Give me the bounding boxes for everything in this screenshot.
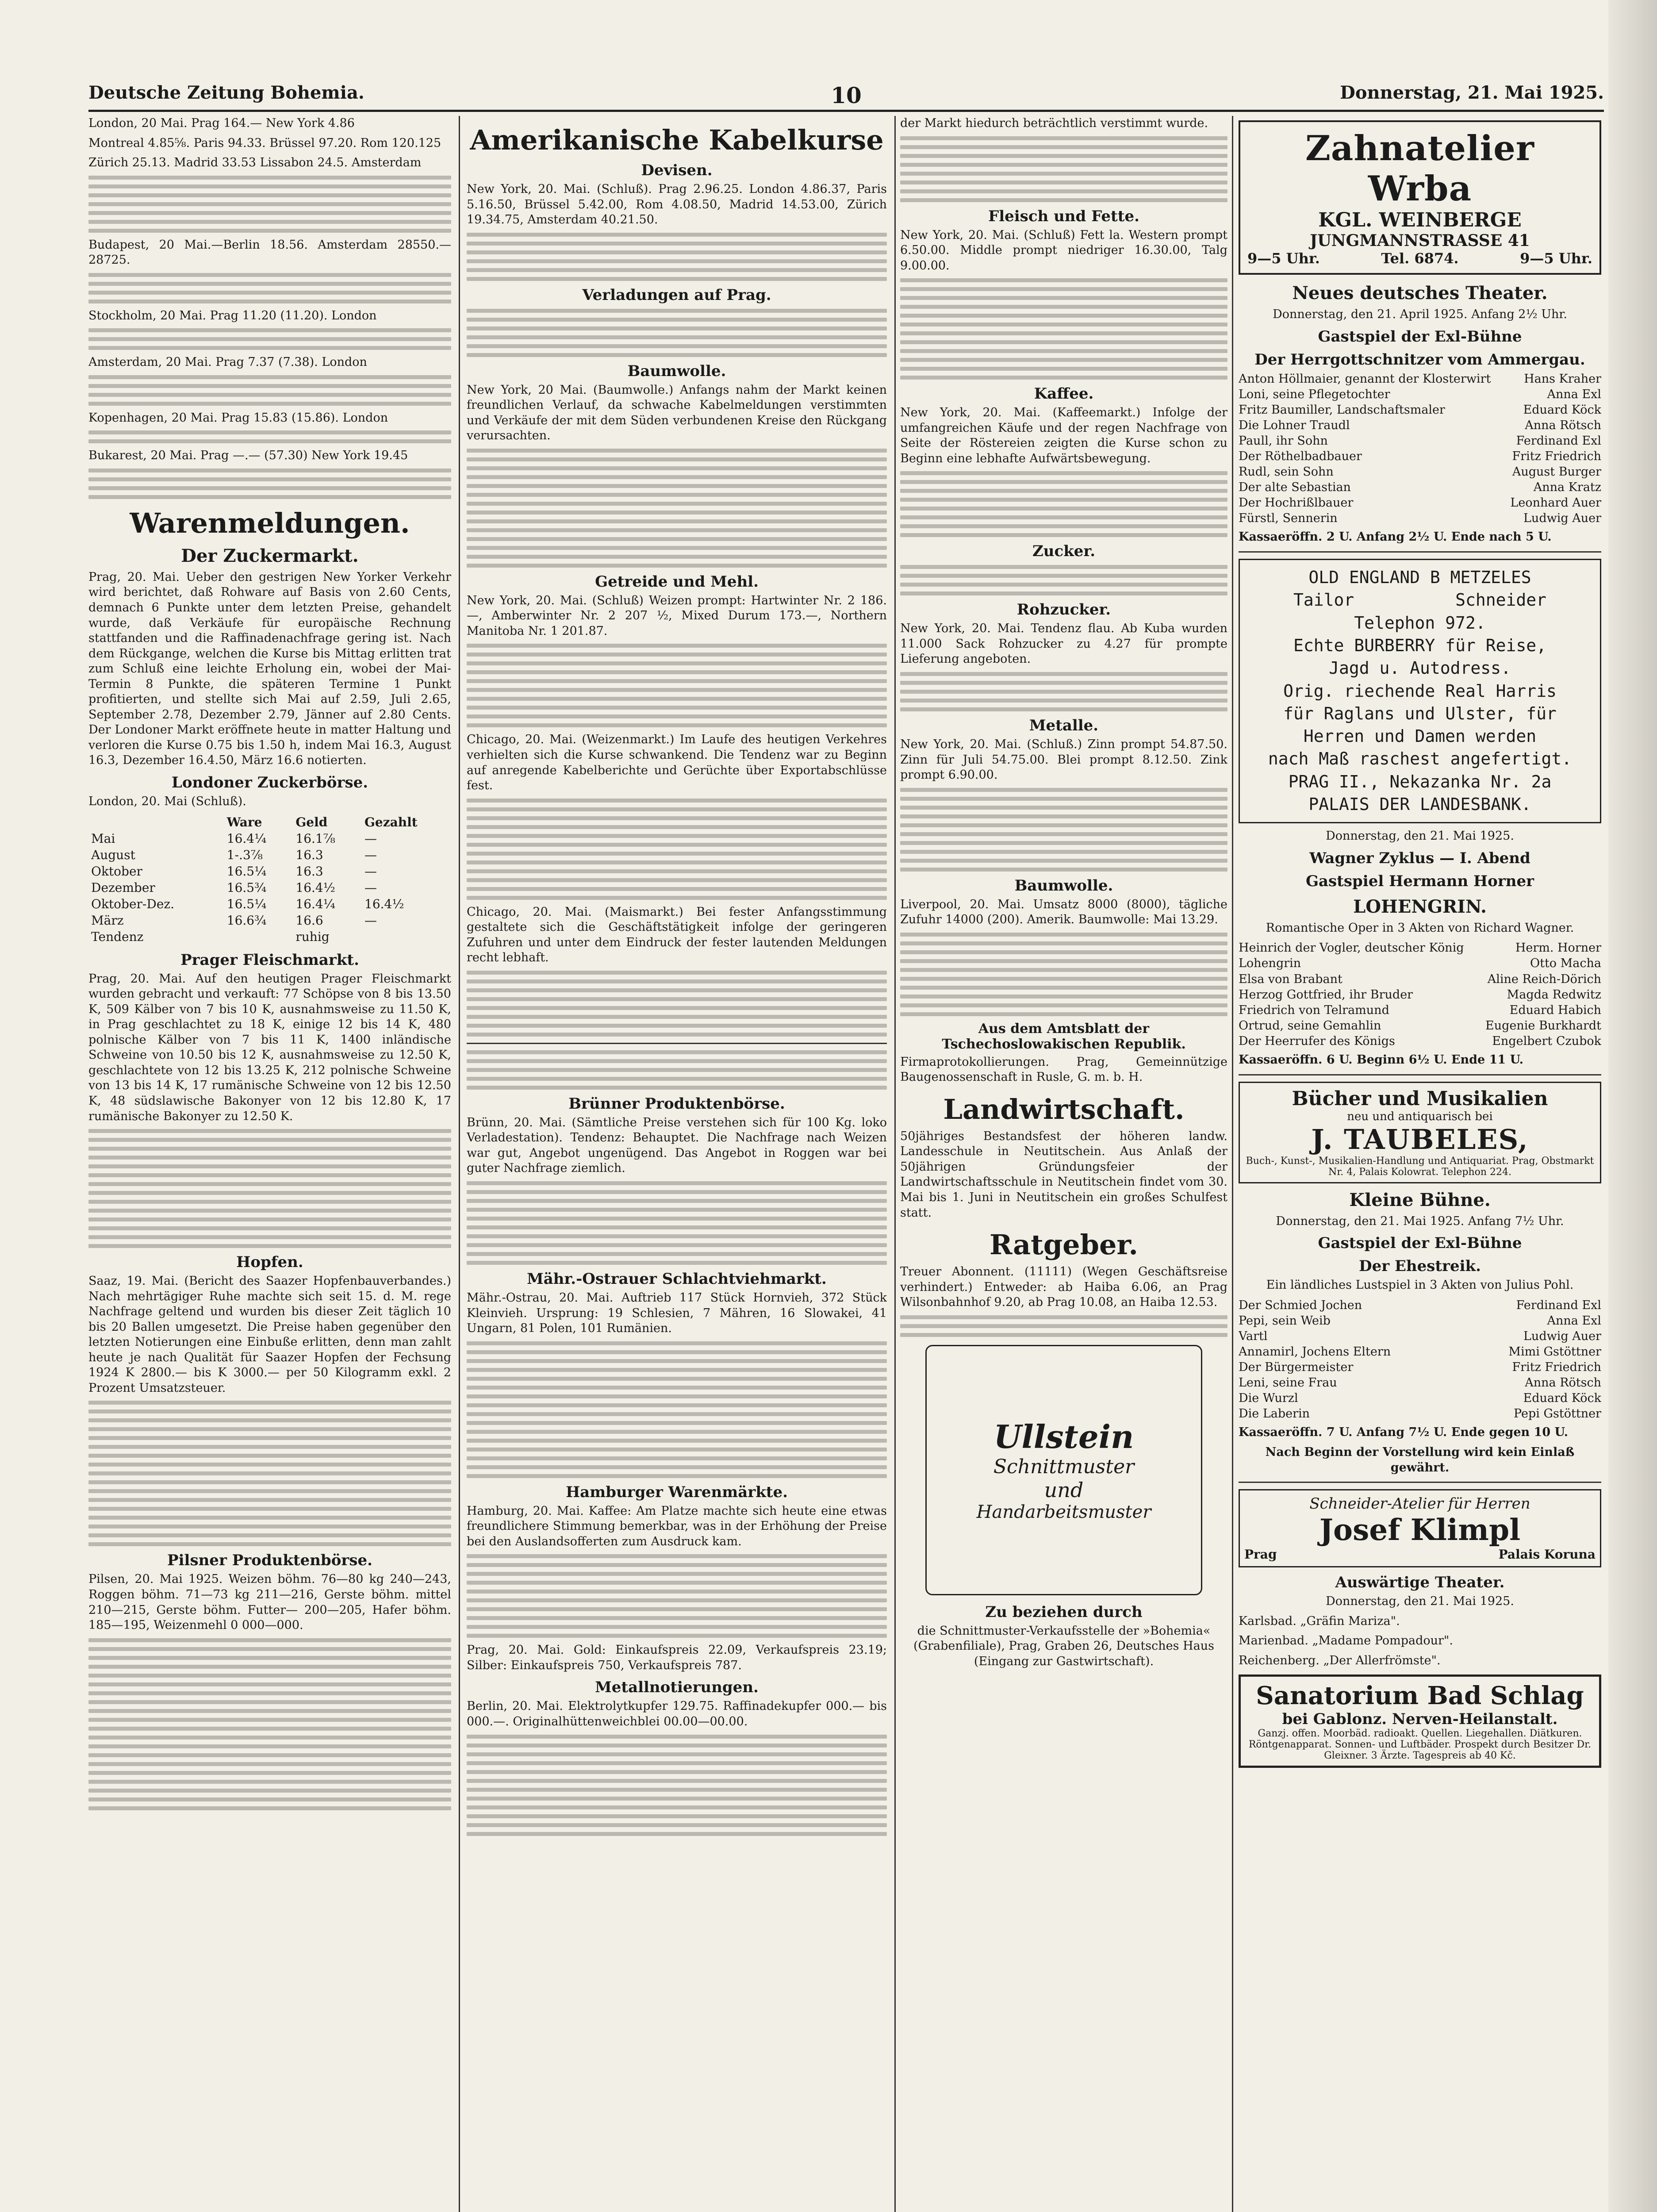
ad-line: OLD ENGLAND B METZELES: [1308, 568, 1531, 588]
ad-line: Telephon 972.: [1354, 613, 1486, 633]
section-subheading: Metalle.: [1029, 717, 1099, 735]
text-block: [467, 233, 887, 281]
text-block: [88, 375, 451, 406]
section-subheading: Mähr.-Ostrauer Schlachtviehmarkt.: [527, 1270, 827, 1288]
table-row: Mai 16.4¼ 16.1⅞ —: [91, 831, 377, 846]
sanatorium-ad: [1239, 1674, 1601, 1768]
article-text: Firmaprotokollierungen. Prag, Gemeinnützige Baugenossenschaft in Rusle, G. m. b. H.: [900, 1055, 1227, 1084]
section-subheading: Der Zuckermarkt.: [181, 545, 359, 566]
article-text: Chicago, 20. Mai. (Weizenmarkt.) Im Laufe des heutigen Verkehres verhielten sich die Kurse schwankend. Die Tendenz war zu Beginn auf anregende Kabelberichte und Gerüchte über Exportabschlüsse fest.: [467, 733, 887, 793]
section-heading: Landwirtschaft.: [943, 1093, 1185, 1125]
theater-guest: Gastspiel der Exl-Bühne: [1318, 327, 1522, 346]
table-header: Ware: [226, 814, 262, 830]
theater-date: Donnerstag, den 21. Mai 1925. Anfang 7½ Uhr.: [1276, 1214, 1564, 1228]
theater-play: Der Ehestreik.: [1359, 1257, 1481, 1275]
theater-date: Donnerstag, den 21. Mai 1925.: [1326, 1594, 1514, 1609]
section-subheading: Devisen.: [641, 161, 713, 179]
column-1: [88, 116, 451, 2212]
theater-date: Donnerstag, den 21. April 1925. Anfang 2½ Uhr.: [1273, 307, 1567, 321]
article-text: Chicago, 20. Mai. (Maismarkt.) Bei fester Anfangsstimmung gestaltete sich die Geschäftstätigkeit infolge der geringeren Zufuhren und unter dem Eindruck der fester lautenden Meldungen recht lebhaft.: [467, 905, 887, 965]
quote-line: Kopenhagen, 20 Mai. Prag 15.83 (15.86). London: [88, 411, 388, 425]
column-4: [1239, 116, 1601, 2212]
section-subheading: Baumwolle.: [1014, 876, 1113, 895]
text-block: [900, 136, 1227, 202]
theater-heading: Auswärtige Theater.: [1335, 1574, 1505, 1592]
divider: [1239, 1074, 1601, 1075]
article-text: Berlin, 20. Mai. Elektrolytkupfer 129.75. Raffinadekupfer 000.— bis 000.—. Originalhüttenweichblei 00.00—00.00.: [467, 1699, 887, 1728]
article-text: New York, 20. Mai. (Kaffeemarkt.) Infolge der umfangreichen Käufe und der regen Nachfrage von Seite der Röstereien zeigten die Kurse schon zu Beginn eine lebhafte Aufwärtsbewegung.: [900, 406, 1227, 465]
text-block: [467, 309, 887, 357]
ad-street: JUNGMANNSTRASSE 41: [1310, 231, 1530, 250]
section-subheading: Kaffee.: [1034, 385, 1094, 403]
article-text: Brünn, 20. Mai. (Sämtliche Preise verstehen sich für 100 Kg. loko Verladestation). Tendenz: Behauptet. Die Nachfrage nach Weizen war gut, Angebot ungenügend. Das Angebot in Roggen war bei guter Nachfrage ziemlich.: [467, 1115, 887, 1175]
quote-line: Bukarest, 20 Mai. Prag —.— (57.30) New York 19.45: [88, 449, 408, 463]
ad-line: Echte BURBERRY für Reise,: [1293, 635, 1546, 655]
section-subheading: Rohzucker.: [1016, 601, 1111, 619]
ad-line: PRAG II., Nekazanka Nr. 2a: [1288, 772, 1552, 791]
text-block: [88, 1638, 451, 1810]
quote-line: Amsterdam, 20 Mai. Prag 7.37 (7.38). London: [88, 355, 367, 369]
column-rule: [1232, 116, 1233, 2212]
section-subheading: Pilsner Produktenbörse.: [167, 1551, 372, 1570]
cast-list: Anton Höllmaier, genannt der Klosterwirt Hans Kraher Loni, seine Pflegetochter Anna Exl Fritz Baumiller, Landschaftsmaler Eduard Köck Die Lohner Traudl Anna Rötsch Paull, ihr Sohn Ferdinand Exl Der Röthelbadbauer Fritz Friedrich Rudl, sein Sohn August Burger Der alte Sebastian Anna Kratz Der Hochrißlbauer Leonhard Auer Fürstl, Sennerin Ludwig Auer: [1239, 372, 1601, 526]
section-subheading: Fleisch und Fette.: [988, 207, 1139, 225]
klimpl-ad: [1239, 1489, 1601, 1567]
text-block: [900, 788, 1227, 872]
table-row: August 1-.3⅞ 16.3 —: [91, 847, 377, 862]
ullstein-title: Schnittmuster: [993, 1455, 1135, 1478]
theater-heading: Kleine Bühne.: [1349, 1189, 1491, 1210]
theater-play: LOHENGRIN.: [1353, 896, 1487, 917]
ad-phone: Tel. 6874.: [1381, 250, 1459, 267]
ad-title: Bücher und Musikalien: [1292, 1087, 1548, 1110]
article-text: New York, 20. Mai. (Schluß) Weizen prompt: Hartwinter Nr. 2 186.—, Amberwinter Nr. 2 207 ½, Mixed Durum 173.—, Northern Manitoba Nr. 1 201.87.: [467, 593, 887, 638]
theater-subtitle: Romantische Oper in 3 Akten von Richard Wagner.: [1266, 921, 1574, 935]
table-row: Tendenz ruhig: [91, 929, 330, 944]
section-subheading: Hamburger Warenmärkte.: [566, 1483, 788, 1501]
ad-description: Ganzj. offen. Moorbäd. radioakt. Quellen. Liegehallen. Diätkuren. Röntgenapparat. Sonnen- und Luftbäder. Prospekt durch Besitzer Dr. Gleixner. 3 Ärzte. Tagespreis ab 40 Kč.: [1248, 1728, 1592, 1762]
table-header: Gezahlt: [364, 814, 418, 830]
theater-subtitle: Ein ländliches Lustspiel in 3 Akten von Julius Pohl.: [1266, 1278, 1574, 1292]
ad-line: Tailor Schneider: [1293, 590, 1546, 610]
taubeles-ad: [1239, 1082, 1601, 1183]
ad-line: für Raglans und Ulster, für: [1283, 703, 1557, 723]
article-text: der Markt hiedurch beträchtlich verstimmt wurde.: [900, 116, 1208, 130]
section-subheading: Getreide und Mehl.: [595, 572, 759, 591]
text-block: [88, 176, 451, 233]
ad-line: PALAIS DER LANDESBANK.: [1308, 795, 1531, 814]
theater-times: Kassaeröffn. 6 U. Beginn 6½ U. Ende 11 U.: [1239, 1053, 1524, 1067]
theater-times: Kassaeröffn. 7 U. Anfang 7½ U. Ende gegen 10 U.: [1239, 1425, 1568, 1440]
article-text: New York, 20. Mai. (Schluß.) Zinn prompt 54.87.50. Zinn für Juli 54.75.00. Blei prompt 8.12.50. Zink prompt 6.90.00.: [900, 737, 1227, 782]
ullstein-und: und: [1044, 1478, 1084, 1502]
theater-guest: Gastspiel der Exl-Bühne: [1318, 1234, 1522, 1252]
article-text: Pilsen, 20. Mai 1925. Weizen böhm. 76—80 kg 240—243, Roggen böhm. 71—73 kg 211—216, Gerste böhm. mittel 210—215, Gerste böhm. Futter— 200—205, Hafer böhm. 185—195, Weizenmehl 0 000—000.: [88, 1572, 451, 1632]
quote-line: Stockholm, 20 Mai. Prag 11.20 (11.20). London: [88, 308, 377, 323]
text-block: [900, 933, 1227, 1016]
ullstein-ad: [925, 1345, 1202, 1595]
text-block: [88, 1129, 451, 1248]
page-number: 10: [831, 82, 862, 108]
text-block: [467, 1554, 887, 1638]
section-heading: Amerikanische Kabelkurse: [470, 124, 884, 156]
theater-play: Der Herrgottschnitzer vom Ammergau.: [1254, 350, 1585, 369]
article-text: die Schnittmuster-Verkaufsstelle der »Bohemia« (Grabenfiliale), Prag, Graben 26, Deutsches Haus (Eingang zur Gastwirtschaft).: [913, 1624, 1214, 1668]
theater-entry: Reichenberg. „Der Allerfrömste".: [1239, 1653, 1441, 1667]
column-rule: [459, 116, 460, 2212]
table-row: Dezember 16.5¾ 16.4½ —: [91, 880, 377, 895]
ad-title: Sanatorium Bad Schlag: [1256, 1681, 1584, 1711]
text-block: [88, 469, 451, 499]
divider: [467, 1043, 887, 1044]
section-subheading: Londoner Zuckerbörse.: [171, 774, 368, 792]
section-subheading: Verladungen auf Prag.: [582, 286, 771, 304]
quote-line: Budapest, 20 Mai.—Berlin 18.56. Amsterdam 28550.—28725.: [88, 238, 451, 267]
text-block: [467, 971, 887, 1037]
text-block: [900, 672, 1227, 711]
ullstein-subtitle: Handarbeitsmuster: [976, 1502, 1151, 1522]
ad-title: Zahnatelier Wrba: [1305, 128, 1535, 209]
section-subheading: Metallnotierungen.: [595, 1678, 759, 1697]
text-block: [467, 1181, 887, 1265]
ad-subtitle: neu und antiquarisch bei: [1347, 1110, 1493, 1123]
article-text: Saaz, 19. Mai. (Bericht des Saazer Hopfenbauverbandes.) Nach mehrtägiger Ruhe machte sich seit 15. d. M. rege Nachfrage geltend und wurden bis dieser Zeit täglich 10 bis 20 Ballen umgesetzt. Die Preise haben gegenüber den letzten Notierungen eine Einbuße erlitten, denn man zahlt heute je nach Qualität für Saazer Hopfen der Fechsung 1924 K 2800.— bis K 3000.— per 50 Kilogramm exkl. 2 Prozent Umsatzsteuer.: [88, 1274, 451, 1395]
section-heading: Warenmeldungen.: [130, 507, 410, 539]
article-text: New York, 20. Mai. Tendenz flau. Ab Kuba wurden 11.000 Sack Rohzucker zu 4.27 für prompte Lieferung angeboten.: [900, 622, 1227, 666]
ad-name: Josef Klimpl: [1319, 1513, 1521, 1548]
theater-note: Nach Beginn der Vorstellung wird kein Einlaß gewährt.: [1265, 1445, 1575, 1475]
text-block: [88, 273, 451, 303]
page-header: [88, 79, 1604, 112]
currency-quotes: [88, 116, 451, 499]
table-row: Oktober 16.5¼ 16.3 —: [91, 864, 377, 879]
section-subheading: Zu beziehen durch: [985, 1603, 1143, 1621]
ad-line: Jagd u. Autodress.: [1329, 658, 1511, 678]
ad-line: Herren und Damen werden: [1303, 726, 1537, 746]
article-text: New York, 20. Mai. (Schluß). Prag 2.96.25. London 4.86.37, Paris 5.16.50, Brüssel 5.42.00, Rom 4.08.50, Madrid 14.53.00, Zürich 19.34.75, Amsterdam 40.21.50.: [467, 182, 887, 227]
ad-city: Prag: [1244, 1547, 1277, 1562]
text-block: [900, 1315, 1227, 1337]
ad-line: nach Maß raschest angefertigt.: [1268, 749, 1572, 769]
table-header: Geld: [295, 814, 328, 830]
ad-name: J. TAUBELES,: [1311, 1123, 1529, 1156]
section-subheading: Hopfen.: [236, 1253, 303, 1271]
theater-heading: Neues deutsches Theater.: [1292, 283, 1548, 303]
article-text: Prag, 20. Mai. Auf den heutigen Prager Fleischmarkt wurden gebracht und verkauft: 77 Schöpse von 8 bis 13.50 K, 509 Kälber von 7 bis 10 K, ausnahmsweise zu 11.50 K, in Prag geschlachtet zu 18 K, einige 12 bis 14 K, 480 polnische Kälber von 7 bis 11 K, 1400 inländische Schweine von 10.50 bis 12 K, ausnahmsweise zu 12.50 K, geschlachtete von 12 bis 13.25 K, 212 polnische Schweine von 13 bis 14 K, 17 rumänische Schweine von 12 bis 12.50 K, 48 südslawische Bakonyer von 12 bis 12.80 K, 17 rumänische Bakonyer zu 12.50 K.: [88, 972, 451, 1123]
article-text: Prag, 20. Mai. Gold: Einkaufspreis 22.09, Verkaufspreis 23.19; Silber: Einkaufspreis 750, Verkaufspreis 787.: [467, 1643, 887, 1672]
quote-line: London, 20 Mai. Prag 164.— New York 4.86: [88, 116, 355, 130]
ullstein-brand: Ullstein: [993, 1417, 1134, 1455]
text-block: [88, 430, 451, 443]
table-row: Oktober-Dez. 16.5¼ 16.4¼ 16.4½: [91, 896, 404, 911]
ad-hours: 9—5 Uhr.: [1520, 250, 1592, 267]
theater-series: Wagner Zyklus — I. Abend: [1309, 849, 1530, 867]
article-text: London, 20. Mai (Schluß).: [88, 795, 246, 809]
ad-line: Orig. riechende Real Harris: [1283, 681, 1557, 701]
divider: [1239, 1482, 1601, 1483]
theater-entry: Karlsbad. „Gräfin Mariza".: [1239, 1614, 1400, 1628]
theater-date: Donnerstag, den 21. Mai 1925.: [1326, 829, 1514, 843]
article-text: Treuer Abonnent. (11111) (Wegen Geschäftsreise verhindert.) Entweder: ab Haiba 6.06, an Prag Wilsonbahnhof 9.20, ab Prag 10.08, an Haiba 12.53.: [900, 1265, 1227, 1310]
text-block: [467, 644, 887, 727]
sugar-table: [88, 814, 451, 945]
article-text: Liverpool, 20. Mai. Umsatz 8000 (8000), tägliche Zufuhr 14000 (200). Amerik. Baumwolle: Mai 13.29.: [900, 897, 1227, 927]
text-block: [467, 1735, 887, 1836]
cast-list: Der Schmied Jochen Ferdinand Exl Pepi, sein Weib Anna Exl Vartl Ludwig Auer Annamirl, Jochens Eltern Mimi Gstöttner Der Bürgermeister Fritz Friedrich Leni, seine Frau Anna Rötsch Die Wurzl Eduard Köck Die Laberin Pepi Gstöttner: [1239, 1298, 1601, 1421]
quote-line: Zürich 25.13. Madrid 33.53 Lissabon 24.5. Amsterdam: [88, 156, 422, 170]
section-subheading: Aus dem Amtsblatt der Tschechoslowakischen Republik.: [942, 1021, 1186, 1052]
text-block: [467, 1050, 887, 1090]
cast-list: Heinrich der Vogler, deutscher König Herm. Horner Lohengrin Otto Macha Elsa von Brabant Aline Reich-Dörich Herzog Gottfried, ihr Bruder Magda Redwitz Friedrich von Telramund Eduard Habich Ortrud, seine Gemahlin Eugenie Burkhardt Der Heerrufer des Königs Engelbert Czubok: [1239, 941, 1601, 1048]
text-block: [88, 1401, 451, 1546]
text-block: [467, 799, 887, 900]
text-block: [900, 278, 1227, 380]
column-3: [900, 116, 1227, 2212]
article-text: 50jähriges Bestandsfest der höheren landw. Landesschule in Neutitschein. Aus Anlaß der 50jährigen Gründungsfeier der Landwirtschaftsschule in Neutitschein findet vom 30. Mai bis 1. Juni in Neutitschein ein großes Schulfest statt.: [900, 1129, 1227, 1220]
column-2: [467, 116, 887, 2212]
page-edge-shadow: [1608, 0, 1657, 2212]
theater-entry: Marienbad. „Madame Pompadour".: [1239, 1634, 1453, 1648]
divider: [1239, 551, 1601, 553]
old-england-ad: [1239, 559, 1601, 823]
text-block: [467, 1341, 887, 1478]
text-block: [467, 449, 887, 568]
ad-description: Buch-, Kunst-, Musikalien-Handlung und Antiquariat. Prag, Obstmarkt Nr. 4, Palais Kolowrat. Telephon 224.: [1246, 1155, 1594, 1178]
article-text: Prag, 20. Mai. Ueber den gestrigen New Yorker Verkehr wird berichtet, daß Rohware auf Basis von 2.60 Cents, demnach 6 Punkte unter dem letzten Preise, gehandelt wurde, daß Verkäufe für europäische Rechnung stattfanden und die Raffinadenachfrage gering ist. Nach dem Rückgange, welchen die Kurse bis Mittag erlitten trat zum Schluß eine leichte Erholung ein, wobei der Mai-Termin 8 Punkte, die späteren Termine 1 Punkt profitierten, und stellte sich Mai auf 2.59, Juli 2.65, September 2.78, Dezember 2.79, Jänner auf 2.80 Cents. Der Londoner Markt eröffnete heute in matter Haltung und verloren die Kurse 0.75 bis 1.50 h, indem Mai 16.3, August 16.3, Dezember 16.4.50, März 16.6 notierten.: [88, 570, 451, 768]
article-text: Hamburg, 20. Mai. Kaffee: Am Platze machte sich heute eine etwas freundlichere Stimmung bemerkbar, was in der Erhöhung der Preise bei den Auslandsofferten zum Ausdruck kam.: [467, 1504, 887, 1548]
ad-title: Schneider-Atelier für Herren: [1309, 1495, 1530, 1513]
ad-subtitle: KGL. WEINBERGE: [1318, 209, 1522, 231]
section-subheading: Baumwolle.: [627, 362, 726, 380]
text-block: [88, 328, 451, 350]
column-rule: [894, 116, 896, 2212]
text-block: [900, 471, 1227, 537]
header-left-title: Deutsche Zeitung Bohemia.: [88, 82, 364, 103]
header-date: Donnerstag, 21. Mai 1925.: [1340, 82, 1604, 103]
section-subheading: Brünner Produktenbörse.: [568, 1094, 785, 1113]
section-subheading: Prager Fleischmarkt.: [180, 951, 359, 969]
section-subheading: Zucker.: [1032, 542, 1096, 561]
zahnatelier-ad: [1239, 120, 1601, 275]
article-text: Mähr.-Ostrau, 20. Mai. Auftrieb 117 Stück Hornvieh, 372 Stück Kleinvieh. Ursprung: 19 Schlesien, 7 Mähren, 16 Slowakei, 41 Ungarn, 81 Polen, 101 Rumänien.: [467, 1291, 887, 1336]
table-row: März 16.6¾ 16.6 —: [91, 913, 377, 928]
theater-guest: Gastspiel Hermann Horner: [1305, 872, 1534, 890]
section-heading: Ratgeber.: [990, 1229, 1138, 1261]
text-block: [900, 565, 1227, 595]
theater-times: Kassaeröffn. 2 U. Anfang 2½ U. Ende nach 5 U.: [1239, 530, 1552, 544]
article-text: New York, 20 Mai. (Baumwolle.) Anfangs nahm der Markt keinen freundlichen Verlauf, da schwache Kabelmeldungen verstimmten und Verkäufe der mit dem Süden verbundenen Kreise den Rückgang verursachten.: [467, 383, 887, 443]
quote-line: Montreal 4.85⅝. Paris 94.33. Brüssel 97.20. Rom 120.125: [88, 136, 441, 150]
ad-hours: 9—5 Uhr.: [1247, 250, 1320, 267]
ad-subtitle: bei Gablonz. Nerven-Heilanstalt.: [1282, 1710, 1558, 1728]
article-text: New York, 20. Mai. (Schluß) Fett la. Western prompt 6.50.00. Middle prompt niedriger 16.30.00, Talg 9.00.00.: [900, 228, 1227, 273]
ad-address: Palais Koruna: [1498, 1547, 1596, 1562]
